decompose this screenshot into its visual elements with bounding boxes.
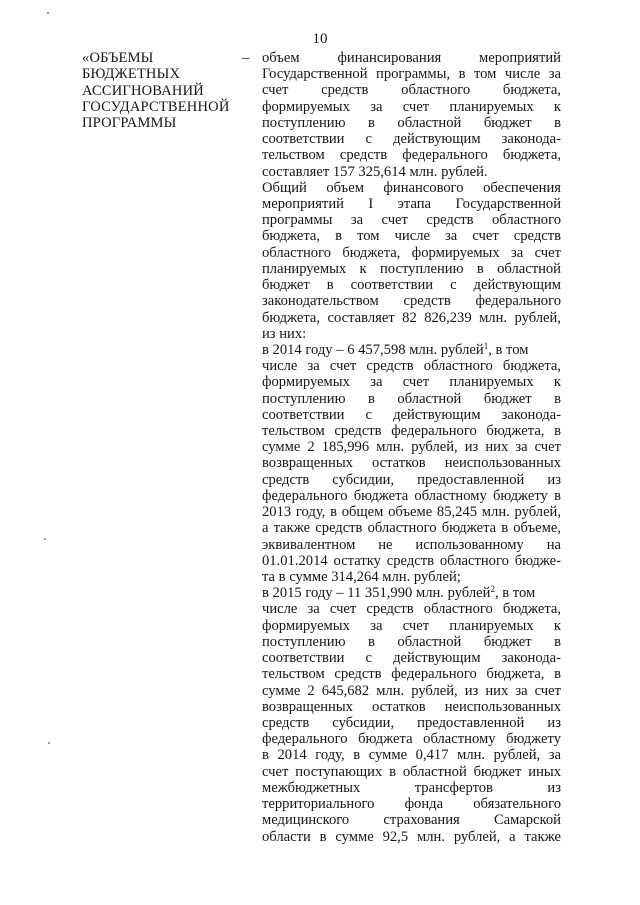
text-fragment: в 2014 году – 6 457,598 млн. рублей: [262, 341, 484, 358]
text-line: объем финансирования мероприятий: [262, 50, 561, 66]
text-line: тельством средств федерального бюджета, в: [262, 666, 561, 683]
footnote-marker: 2: [490, 584, 495, 595]
text-line: из них:: [262, 325, 307, 342]
text-line: поступлению в областной бюджет в: [262, 633, 561, 650]
text-line: поступлению в областной бюджет в: [262, 114, 561, 131]
text-line: территориального фонда обязательного: [262, 796, 561, 813]
text-line: [262, 342, 561, 358]
text-fragment: , в том: [488, 341, 529, 358]
text-line: Общий объем финансового обеспечения: [262, 179, 561, 196]
scan-speck: [44, 538, 46, 540]
text-line: счет поступающих в областной бюджет иных: [262, 763, 561, 780]
text-line: соответствии с действующим законода-: [262, 650, 561, 667]
text-line: та в сумме 314,264 млн. рублей;: [262, 569, 461, 585]
section-title-line: АССИГНОВАНИЙ: [82, 82, 204, 99]
text-fragment: , в том: [494, 585, 536, 602]
text-line: планируемых к поступлению в областной: [262, 260, 561, 277]
section-title-line: ПРОГРАММЫ: [82, 115, 177, 132]
text-line: в 2014 году, в сумме 0,417 млн. рублей, за: [262, 747, 561, 764]
text-line: формируемых за счет планируемых к: [262, 98, 561, 115]
text-line: законодательством средств федерального: [262, 293, 561, 310]
section-title-line: «ОБЪЕМЫ: [82, 50, 154, 66]
scan-speck: [48, 742, 50, 744]
text-line: бюджета, в том числе за счет средств: [262, 228, 561, 245]
text-line: областного бюджета, формируемых за счет: [262, 244, 561, 261]
text-line: числе за счет средств областного бюджета,: [262, 358, 561, 375]
text-line: а также средств областного бюджета в объеме,: [262, 520, 561, 537]
text-line: соответствии с действующим законода-: [262, 131, 561, 148]
text-line: программы за счет средств областного: [262, 212, 561, 229]
text-line: эквивалентном не использованному на: [262, 536, 561, 553]
title-dash: –: [242, 50, 250, 66]
text-line: тельством средств федерального бюджета,: [262, 147, 561, 164]
text-line: формируемых за счет планируемых к: [262, 617, 561, 634]
section-title-line: БЮДЖЕТНЫХ: [82, 66, 181, 83]
footnote-marker: 1: [483, 340, 489, 351]
text-line: бюджет в соответствии с действующим: [262, 277, 561, 294]
text-line: счет средств областного бюджета,: [262, 82, 561, 99]
text-line: тельством средств федерального бюджета, в: [262, 423, 561, 440]
text-line: области в сумме 92,5 млн. рублей, а также: [262, 828, 561, 845]
section-title-line: ГОСУДАРСТВЕННОЙ: [82, 98, 230, 115]
text-line: средств субсидии, предоставленной из: [262, 471, 561, 488]
text-line: возвращенных остатков неиспользованных: [262, 698, 561, 715]
text-line: числе за счет средств областного бюджета,: [262, 601, 561, 618]
scan-speck: [47, 12, 49, 14]
text-fragment: в 2015 году – 11 351,990 млн. рублей: [262, 585, 491, 602]
text-line: возвращенных остатков неиспользованных: [262, 455, 561, 472]
page-number: 10: [312, 31, 328, 47]
text-line: федерального бюджета областному бюджету в: [262, 487, 561, 504]
text-line: медицинского страхования Самарской: [262, 812, 561, 829]
text-line: 2013 году, в общем объеме 85,245 млн. рублей,: [262, 504, 561, 521]
text-line: бюджета, составляет 82 826,239 млн. рублей,: [262, 309, 561, 326]
body-text: [262, 50, 561, 845]
text-line: составляет 157 325,614 млн. рублей.: [262, 163, 488, 180]
text-line: сумме 2 645,682 млн. рублей, из них за счет: [262, 682, 561, 699]
text-line: соответствии с действующим законода-: [262, 406, 561, 423]
text-line: поступлению в областной бюджет в: [262, 390, 561, 407]
text-line: 01.01.2014 остатку средств областного бюдже-: [262, 552, 561, 569]
text-line: [262, 585, 561, 601]
text-line: мероприятий I этапа Государственной: [262, 195, 561, 212]
text-line: средств субсидии, предоставленной из: [262, 714, 561, 731]
text-line: межбюджетных трансфертов из: [262, 779, 561, 796]
section-title: [82, 50, 257, 131]
text-line: Государственной программы, в том числе за: [262, 66, 561, 83]
text-line: сумме 2 185,996 млн. рублей, из них за счет: [262, 439, 561, 456]
text-line: федерального бюджета областному бюджету: [262, 731, 561, 748]
text-line: формируемых за счет планируемых к: [262, 374, 561, 391]
